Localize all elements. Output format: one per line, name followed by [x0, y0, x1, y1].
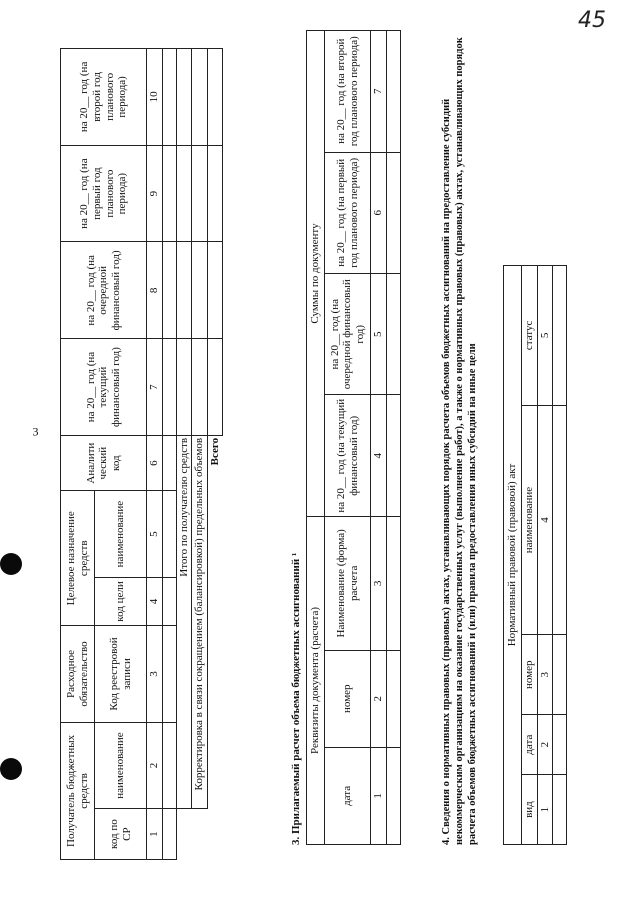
- header-analytic: Аналити ческий код: [61, 435, 147, 490]
- header-goal-code: код цели: [95, 577, 147, 625]
- header-act: Нормативный правовой (правовой) акт: [504, 266, 522, 845]
- row-itogo-label: Итого по получателю средств: [176, 435, 192, 808]
- header-period-9: на 20__ год (на первый год планового периода): [61, 145, 147, 242]
- section4-text: 4. Сведения о нормативных правовых (правовых) актах, устанавливающих порядок расчета объемов бюджетных ассигнований на предоставление субсидий некоммерческим организациям на оказание государственных услуг (выполнение работ), а также о нормативных правовых (правовых) актах, устанавливающих порядок расчета объемов бюджетных ассигнований и (или) правила предоставления иных субсидий на иные цели: [441, 37, 479, 845]
- header-period-10: на 20__ год (на второй год планового периода): [61, 49, 147, 146]
- col-num: 3: [537, 635, 553, 715]
- row-vsego-label: Всего: [208, 437, 221, 466]
- page-number: 3: [32, 424, 39, 439]
- punch-hole-left: [0, 758, 22, 780]
- table-row: [176, 49, 192, 860]
- header-number: номер: [325, 650, 371, 747]
- col-num: 6: [147, 435, 163, 490]
- column-numbers-row: [537, 266, 553, 845]
- header-obligation: Расходное обязательство: [61, 626, 95, 723]
- header-name: наименование: [522, 405, 538, 635]
- header-code-sr: код по СР: [95, 809, 147, 860]
- row-correction-label: Корректировка в связи сокращением (балансировкой) предельных объемов: [192, 435, 208, 808]
- col-num: 2: [371, 650, 387, 747]
- punch-hole-right: [0, 553, 22, 575]
- header-number: номер: [522, 635, 538, 715]
- col-num: 4: [371, 395, 387, 516]
- header-sum-5: на 20__ год (на очередной финансовый год): [325, 274, 371, 395]
- header-period-8: на 20__ год (на очередной финансовый год): [61, 242, 147, 339]
- col-num: 1: [537, 775, 553, 845]
- header-requisites: Реквизиты документа (расчета): [307, 516, 325, 844]
- col-num: 5: [147, 491, 163, 577]
- header-goal-name: наименование: [95, 491, 147, 577]
- header-period-7: на 20__ год (на текущий финансовый год): [61, 339, 147, 436]
- table-row: [162, 49, 176, 860]
- col-num: 2: [147, 722, 163, 808]
- col-num: 4: [147, 577, 163, 625]
- header-status: статус: [522, 266, 538, 406]
- attached-calculation-table: [306, 30, 401, 845]
- col-num: 5: [537, 266, 553, 406]
- table-row: [207, 49, 222, 860]
- header-registry: Код реестровой записи: [95, 626, 147, 723]
- header-recipient: Получатель бюджетных средств: [61, 722, 95, 859]
- budget-table: [60, 48, 223, 860]
- col-num: 7: [147, 339, 163, 436]
- col-num: 5: [371, 274, 387, 395]
- header-form: Наименование (форма) расчета: [325, 516, 371, 650]
- col-num: 4: [537, 405, 553, 635]
- header-date: дата: [522, 715, 538, 775]
- col-num: 6: [371, 152, 387, 273]
- col-num: 1: [147, 809, 163, 860]
- header-kind: вид: [522, 775, 538, 845]
- header-name: наименование: [95, 722, 147, 808]
- col-num: 3: [147, 626, 163, 723]
- normative-acts-table: [503, 265, 567, 845]
- handwritten-page-number: 45: [578, 8, 606, 33]
- header-sums: Суммы по документу: [307, 31, 325, 517]
- header-sum-6: на 20__ год (на первый год планового периода): [325, 152, 371, 273]
- header-sum-4: на 20__ год (на текущий финансовый год): [325, 395, 371, 516]
- col-num: 3: [371, 516, 387, 650]
- col-num: 1: [371, 747, 387, 844]
- table-row: [192, 49, 208, 860]
- table-row: [553, 266, 567, 845]
- column-numbers-row: [371, 31, 387, 845]
- header-date: дата: [325, 747, 371, 844]
- column-numbers-row: [147, 49, 163, 860]
- table-row: [386, 31, 400, 845]
- col-num: 10: [147, 49, 163, 146]
- col-num: 7: [371, 31, 387, 153]
- col-num: 9: [147, 145, 163, 242]
- header-purpose: Целевое назначение средств: [61, 491, 95, 626]
- header-sum-7: на 20__ год (на второй год планового периода): [325, 31, 371, 153]
- section3-title: 3. Прилагаемый расчет объема бюджетных ассигнований ¹: [290, 552, 302, 845]
- col-num: 8: [147, 242, 163, 339]
- col-num: 2: [537, 715, 553, 775]
